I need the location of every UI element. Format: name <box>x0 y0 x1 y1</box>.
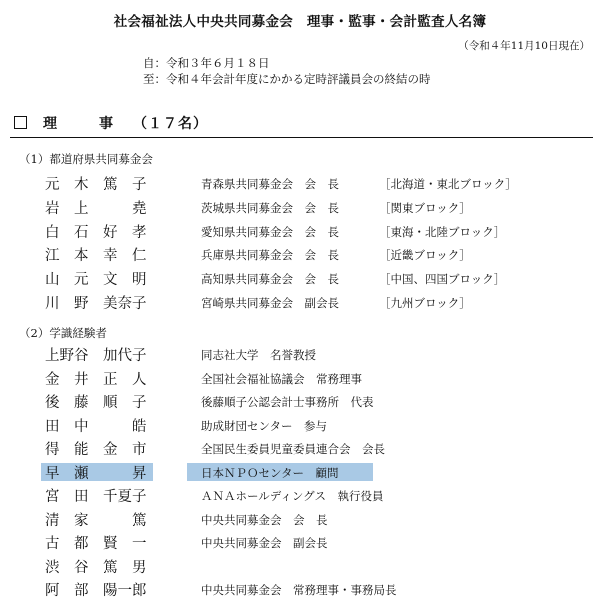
member-row <box>45 579 585 601</box>
document-title: 社会福祉法人中央共同募金会 理事・監事・会計監査人名簿 <box>113 14 487 30</box>
member-organization: 兵庫県共同募金会 会 長 <box>201 248 339 263</box>
member-organization: 助成財団センター 参与 <box>201 418 328 433</box>
member-organization: 全国民生委員児童委員連合会 会長 <box>201 442 385 456</box>
member-organization: 後藤順子公認会計士事務所 代表 <box>201 395 374 409</box>
member-block: ［北海道・東北ブロック］ <box>379 177 517 191</box>
member-row <box>45 532 585 554</box>
member-row <box>45 462 585 484</box>
member-organization: 中央共同募金会 常務理事・事務局長 <box>201 583 397 597</box>
term-start: 自：令和３年６月１８日 <box>143 56 270 70</box>
checkbox-square-icon <box>14 116 27 129</box>
member-name: 古 都 賢 一 <box>45 536 147 552</box>
member-block: ［関東ブロック］ <box>379 200 471 215</box>
member-row <box>45 292 585 314</box>
member-organization: 日本ＮＰＯセンター 顧問 <box>201 465 339 480</box>
member-row <box>45 415 585 437</box>
term-end: 至：令和４年会計年度にかかる定時評議員会の終結の時 <box>143 72 431 86</box>
member-block: ［近畿ブロック］ <box>379 248 471 263</box>
member-organization: 愛知県共同募金会 会 長 <box>201 224 339 239</box>
member-organization: 青森県共同募金会 会 長 <box>201 177 339 191</box>
member-name: 川 野 美奈子 <box>45 296 147 312</box>
member-organization: 宮崎県共同募金会 副会長 <box>201 296 339 310</box>
member-name: 得 能 金 市 <box>45 442 147 458</box>
section-heading <box>14 113 208 133</box>
member-organization: 中央共同募金会 会 長 <box>201 512 328 527</box>
member-name: 田 中 皓 <box>45 418 147 435</box>
member-organization: 茨城県共同募金会 会 長 <box>201 200 339 215</box>
member-row <box>45 438 585 460</box>
section-label: 理 事 <box>43 116 127 132</box>
member-row <box>45 391 585 413</box>
member-name: 岩 上 堯 <box>45 200 147 217</box>
section-divider <box>10 137 593 138</box>
member-organization: ＡＮＡホールディングス 執行役員 <box>201 489 384 503</box>
member-row <box>45 556 585 578</box>
group-title-prefectural: （1）都道府県共同募金会 <box>19 152 153 166</box>
member-row <box>45 344 585 366</box>
member-organization: 同志社大学 名誉教授 <box>201 348 316 362</box>
member-block: ［東海・北陸ブロック］ <box>379 224 506 239</box>
member-name: 早 瀬 昇 <box>45 465 147 482</box>
member-name: 山 元 文 明 <box>45 272 147 289</box>
member-row <box>45 485 585 507</box>
member-row <box>45 197 585 219</box>
member-block: ［中国、四国ブロック］ <box>379 272 506 287</box>
member-name: 後 藤 順 子 <box>45 395 147 411</box>
member-organization: 高知県共同募金会 会 長 <box>201 272 339 287</box>
member-row <box>45 244 585 266</box>
section-count: （１７名） <box>133 116 208 132</box>
member-block: ［九州ブロック］ <box>379 296 471 310</box>
member-name: 江 本 幸 仁 <box>45 248 147 265</box>
member-organization: 中央共同募金会 副会長 <box>201 536 328 550</box>
member-row <box>45 509 585 531</box>
member-name: 宮 田 千夏子 <box>45 489 147 505</box>
member-name: 上野谷 加代子 <box>45 348 147 364</box>
member-row <box>45 368 585 390</box>
member-organization: 全国社会福祉協議会 常務理事 <box>201 371 362 386</box>
member-row <box>45 221 585 243</box>
member-name: 金 井 正 人 <box>45 371 147 388</box>
as-of-date: （令和４年11月10日現在） <box>458 40 590 52</box>
member-row <box>45 173 585 195</box>
member-row <box>45 268 585 290</box>
member-name: 清 家 篤 <box>45 512 147 529</box>
group-title-academic: （2）学識経験者 <box>19 326 107 340</box>
member-name: 渋 谷 篤 男 <box>45 559 147 576</box>
member-name: 元 木 篤 子 <box>45 177 147 193</box>
member-name: 白 石 好 孝 <box>45 224 147 241</box>
member-name: 阿 部 陽一郎 <box>45 583 147 599</box>
